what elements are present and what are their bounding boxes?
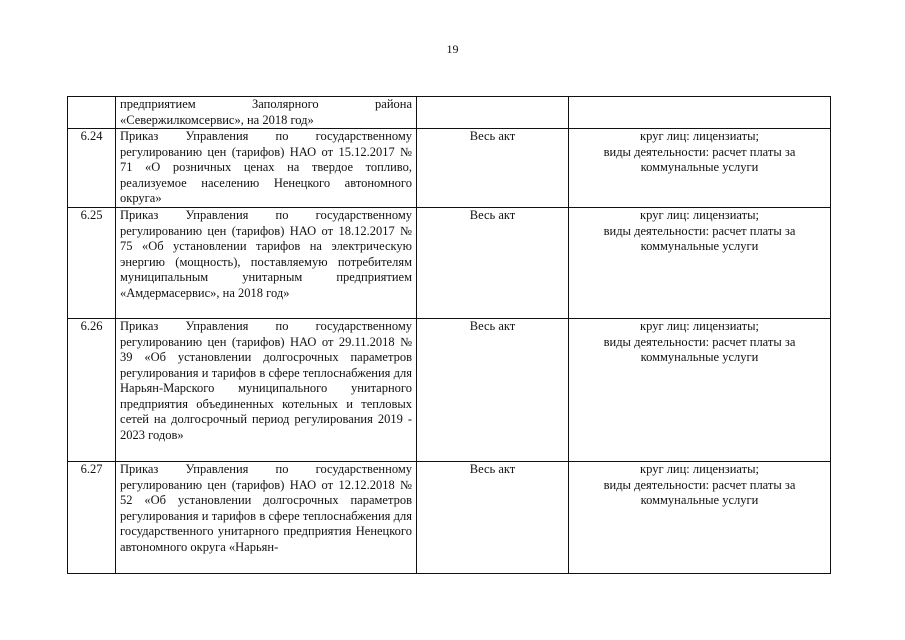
act-requirements <box>569 462 831 574</box>
requirement-line: виды деятельности: расчет платы за <box>603 334 796 349</box>
row-number: 6.24 <box>68 129 116 208</box>
table-row <box>68 319 831 462</box>
act-requirements <box>569 208 831 319</box>
requirement-line: круг лиц: лицензиаты; <box>640 319 759 333</box>
requirement-line: коммунальные услуги <box>640 350 759 364</box>
requirement-line: круг лиц: лицензиаты; <box>640 129 759 143</box>
act-requirements <box>569 129 831 208</box>
requirement-line: коммунальные услуги <box>640 239 759 253</box>
row-number: 6.26 <box>68 319 116 462</box>
row-number: 6.27 <box>68 462 116 574</box>
act-title: предприятием Заполярного района «Севержилкомсервис», на 2018 год» <box>116 97 417 129</box>
requirement-line: коммунальные услуги <box>640 160 759 174</box>
act-title: Приказ Управления по государственному регулированию цен (тарифов) НАО от 15.12.2017 № 71 «О розничных ценах на твердое топливо, реализуемое населению Ненецкого автономного округа» <box>116 129 417 208</box>
row-number <box>68 97 116 129</box>
act-scope: Весь акт <box>417 208 569 319</box>
requirement-line: круг лиц: лицензиаты; <box>640 208 759 222</box>
act-scope: Весь акт <box>417 319 569 462</box>
requirement-line: круг лиц: лицензиаты; <box>640 462 759 476</box>
table-row <box>68 208 831 319</box>
acts-table <box>67 96 831 574</box>
act-title: Приказ Управления по государственному регулированию цен (тарифов) НАО от 29.11.2018 № 39 «Об установлении долгосрочных параметров регулирования и тарифов в сфере теплоснабжения для Нарьян-Марского муниципального унитарного предприятия объединенных котельных и тепловых сетей на долгосрочный период регулирования 2019 - 2023 годов» <box>116 319 417 462</box>
row-number: 6.25 <box>68 208 116 319</box>
requirement-line: коммунальные услуги <box>640 493 759 507</box>
page-number: 19 <box>446 42 459 56</box>
requirement-line: виды деятельности: расчет платы за <box>603 144 796 159</box>
act-scope: Весь акт <box>417 462 569 574</box>
act-requirements <box>569 319 831 462</box>
requirement-line: виды деятельности: расчет платы за <box>603 223 796 238</box>
act-requirements <box>569 97 831 129</box>
table-row <box>68 129 831 208</box>
table-row <box>68 97 831 129</box>
act-scope <box>417 97 569 129</box>
table-row <box>68 462 831 574</box>
act-title: Приказ Управления по государственному регулированию цен (тарифов) НАО от 12.12.2018 № 52 «Об установлении долгосрочных параметров регулирования и тарифов в сфере теплоснабжения для государственного унитарного предприятия Ненецкого автономного округа «Нарьян- <box>116 462 417 574</box>
requirement-line: виды деятельности: расчет платы за <box>603 477 796 492</box>
act-scope: Весь акт <box>417 129 569 208</box>
act-title: Приказ Управления по государственному регулированию цен (тарифов) НАО от 18.12.2017 № 75 «Об установлении тарифов на электрическую энергию (мощность), поставляемую потребителям муниципальным унитарным предприятием «Амдермасервис», на 2018 год» <box>116 208 417 319</box>
